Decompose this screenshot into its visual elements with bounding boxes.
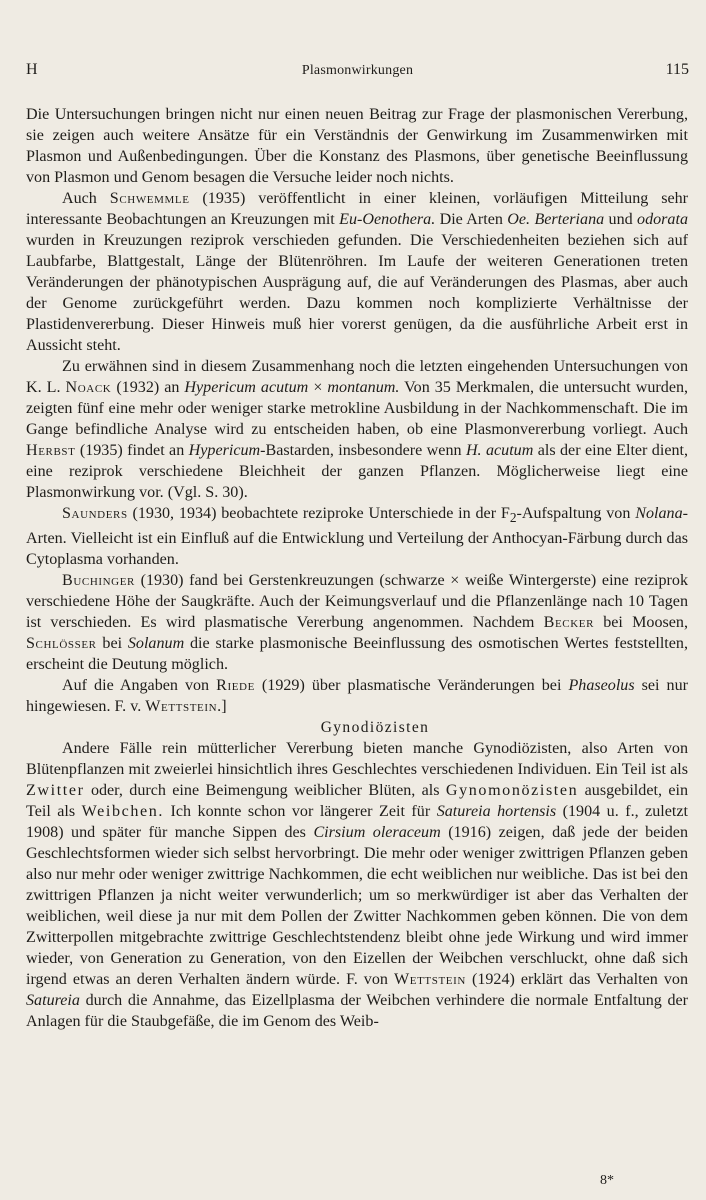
page-number: 115 (665, 61, 689, 78)
text-run: (1932) an (111, 379, 185, 396)
section-heading: Gynodiözisten (320, 719, 430, 737)
taxon-name: odorata (637, 211, 689, 228)
text-run: Andere Fälle rein mütterlicher Vererbung bieten manche Gynodiözisten, also Arten von Blütenpflanzen mit zweierlei hinsichtlich ihres Geschlechtes verschiedenen Individuen. Ein Teil ist als (26, 740, 688, 779)
text-run: (1924) erklärt das Verhalten von (465, 971, 688, 989)
text-run: sei nur hingewiesen. F. v. (26, 677, 688, 716)
text-run: Von 35 Merkmalen, die untersucht wurden, zeigten fünf eine mehr oder weniger starke metrokline Ausbildung in der Nachkommenschaft. Die im Gange befindliche Analyse wird zu entscheiden haben, ob eine Plasmonvererbung vorliegt. Auch (26, 379, 689, 438)
paragraph-6 (26, 675, 688, 717)
text-run: (1916) zeigen, daß jede der beiden Geschlechtsformen wieder sich selbst hervorbringt. Die mehr oder weniger zwittrigen Pflanzen geben also nur mehr oder weniger zwittrige Nachkommen, die echt weiblichen nur weibliche. Das ist bei den zwittrigen Pflanzen ja nicht weiter verwunderlich; um so merkwürdiger ist aber das Verhalten der weiblichen, weil diese ja nur mit dem Pollen der Zwitter Nachkommen geben können. Die von dem Zwitterpollen mitgebrachte zwittrige Geschlechtstendenz bleibt ohne jede Wirkung und wird immer wieder, von Generation zu Generation, von den Eizellen der Weibchen verschluckt, ohne daß sich irgend etwas an deren Verhalten ändern würde. F. von (26, 824, 688, 989)
author-name: Schlösser (26, 635, 97, 653)
author-name: Herbst (26, 442, 76, 459)
text-run: bei Moosen, (594, 614, 688, 632)
paragraph-4 (26, 503, 688, 570)
spaced-term: Weibchen. (81, 803, 165, 821)
paragraph-3 (26, 356, 688, 503)
text-run: Auch (62, 190, 110, 207)
paragraph-7 (26, 738, 688, 1032)
signature-mark: 8* (600, 1173, 614, 1188)
taxon-name: Eu-Oenothera. (339, 211, 436, 228)
text-run: (1935) findet an (75, 442, 189, 459)
text-run: -Arten. Vielleicht ist ein Einfluß auf die Entwicklung und Verteilung der Anthocyan-Färbung durch das Cytoplasma vorhanden. (26, 505, 688, 569)
text-run: oder, durch eine Beimengung weiblicher Blüten, als (84, 782, 446, 800)
text-run: (1935) veröffentlicht in einer kleinen, vorläufigen Mitteilung sehr interessante Beobachtungen an Kreuzungen mit (26, 190, 689, 228)
text-run: Die Arten (435, 211, 508, 228)
text-run: als der eine Elter dient, eine reziprok verschiedene Bleichheit der ganzen Pflanzen. Möglicherweise liegt eine Plasmonwirkung vor. (Vgl. S. 30). (26, 442, 689, 501)
text-run: .] (217, 698, 227, 716)
taxon-name: Satureia (26, 992, 80, 1010)
author-name: Saunders (62, 505, 128, 522)
text-run: bei (96, 635, 128, 653)
taxon-name: Phaseolus (568, 677, 635, 695)
text-run: (1930, 1934) beobachtete reziproke Unterschiede in der F (127, 505, 510, 522)
text-run: -Aufspaltung von (516, 505, 636, 522)
text-run: Die Untersuchungen bringen nicht nur einen neuen Beitrag zur Frage der plasmonischen Vererbung, sie zeigen auch weitere Ansätze für ein Verständnis der Genwirkung im Zusammenwirken mit Plasmon und Außenbedingungen. Über die Konstanz des Plasmons, über genetische Beeinflussung von Plasmon und Genom besagen die Versuche leider noch nichts. (26, 106, 688, 186)
taxon-name: montanum. (327, 379, 400, 396)
author-name: Noack (65, 379, 112, 396)
paragraph-1 (26, 104, 688, 188)
text-run: ausgebildet, ein Teil als (26, 782, 688, 821)
chapter-letter: H (26, 61, 38, 78)
running-head (26, 61, 689, 83)
taxon-name: Cirsium oleraceum (313, 824, 441, 842)
author-name: Becker (543, 614, 595, 632)
taxon-name: Hypericum (188, 442, 261, 459)
taxon-name: Solanum (127, 635, 185, 653)
text-run: Ich konnte schon vor längerer Zeit für (164, 803, 437, 821)
taxon-name: Oe. Berteriana (507, 211, 605, 228)
text-run: wurden in Kreuzungen reziprok verschieden gefunden. Die Verschiedenheiten beziehen sich auf Laubfarbe, Blattgestalt, Länge der Blütenröhren. Im Laufe der weiteren Generationen treten Veränderungen der phänotypischen Ausprägung auf, die auf Veränderungen des Plasmas, aber auch der Genome zurückgeführt werden. Dazu kommen noch komplizierte Verhältnisse der Plastidenvererbung. Dieser Hinweis muß hier vorerst genügen, da die ausführliche Arbeit erst in Aussicht steht. (26, 232, 688, 354)
paragraph-2 (26, 188, 688, 356)
author-name: Schwemmle (109, 190, 190, 207)
cross-symbol: × (308, 379, 328, 396)
spaced-term: Gynomonözisten (445, 782, 579, 800)
running-title: Plasmonwirkungen (301, 63, 414, 78)
text-run: Auf die Angaben von (62, 677, 217, 695)
text-run: und (604, 211, 638, 228)
text-run: (1904 u. f., zuletzt 1908) und später für manche Sippen des (26, 803, 689, 842)
author-name: Wettstein (394, 971, 466, 989)
author-name: Riede (216, 677, 255, 695)
text-run: (1929) über plasmatische Veränderungen bei (254, 677, 569, 695)
taxon-name: Nolana (635, 505, 683, 522)
text-run: -Bastarden, insbesondere wenn (260, 442, 466, 459)
author-name: Wettstein (145, 698, 218, 716)
text-run: (1930) fand bei Gerstenkreuzungen (schwarze × weiße Wintergerste) eine reziprok verschiedene Höhe der Saugkräfte. Auch der Keimungsverlauf und die Pflanzenlänge nach 10 Tagen ist verschieden. Es wird plasmatische Vererbung angenommen. Nachdem (26, 572, 688, 632)
text-run: durch die Annahme, das Eizellplasma der Weibchen verhindere die normale Entfaltung der Anlagen für die Staubgefäße, die im Genom des Weib- (26, 992, 688, 1031)
paragraph-5 (26, 570, 688, 675)
taxon-name: H. acutum (465, 442, 534, 459)
body-text (26, 104, 688, 1032)
subscript: 2 (509, 510, 517, 526)
author-name: Buchinger (62, 572, 135, 590)
taxon-name: Hypericum acutum (184, 379, 309, 396)
text-run: die starke plasmonische Beeinflussung des osmotischen Wertes feststellten, erscheint die Deutung möglich. (26, 635, 688, 674)
spaced-term: Zwitter (26, 782, 85, 800)
taxon-name: Satureia hortensis (436, 803, 557, 821)
text-run: Zu erwähnen sind in diesem Zusammenhang noch die letzten eingehenden Untersuchungen von K. L. (26, 358, 688, 396)
